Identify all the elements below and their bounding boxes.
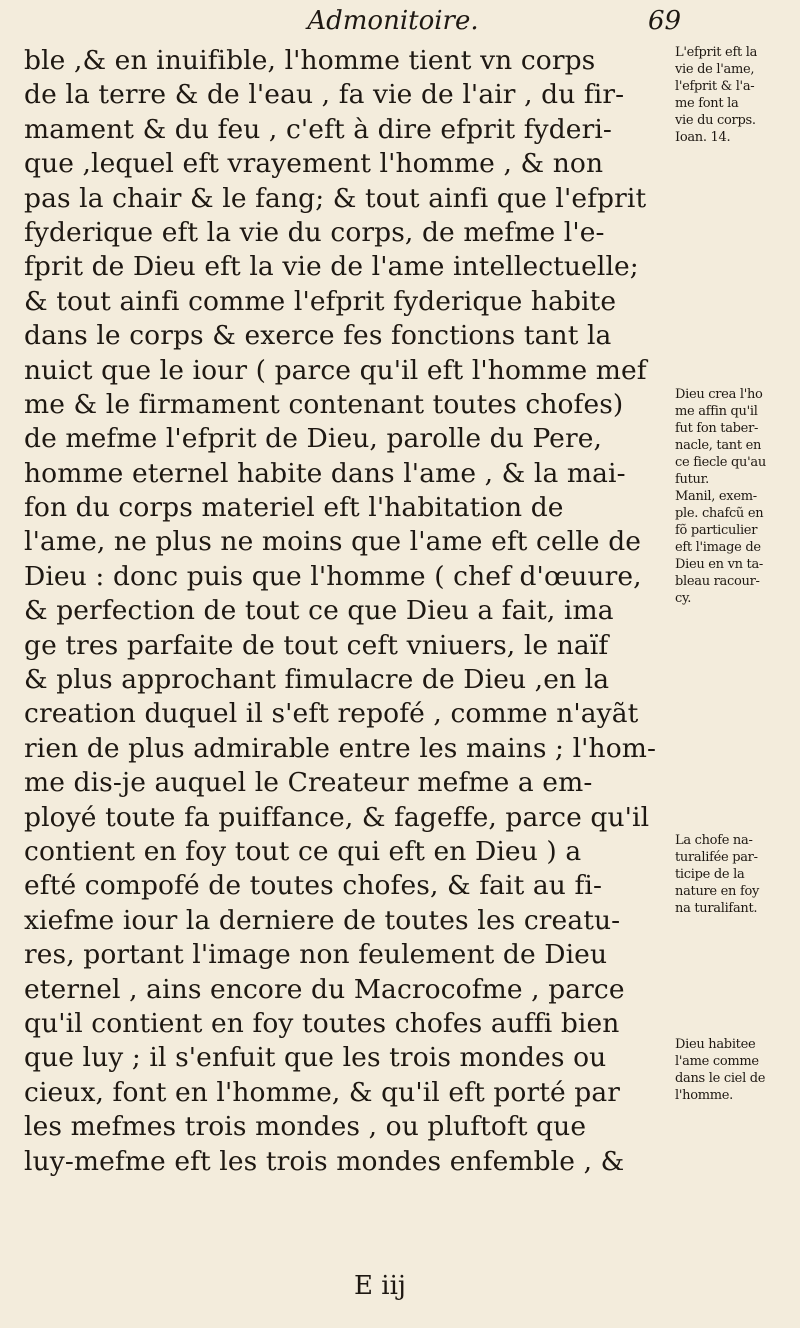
margin-note-line: bleau racour- xyxy=(675,574,760,589)
text-line: pas la chair & le fang; & tout ainfi que l'efprit xyxy=(24,182,647,214)
margin-note-line: fut fon taber- xyxy=(675,421,759,436)
text-line: que luy ; il s'enfuit que les trois mondes ou xyxy=(24,1042,607,1074)
margin-note-line: cy. xyxy=(675,591,692,606)
text-line: Dieu : donc puis que l'homme ( chef d'œuure, xyxy=(24,560,642,592)
margin-note-line: me affin qu'il xyxy=(675,404,758,419)
margin-note-line: nacle, tant en xyxy=(675,438,762,453)
text-line: ge tres parfaite de tout ceft vniuers, le naïf xyxy=(24,629,609,661)
margin-note-line: nature en foy xyxy=(675,884,760,899)
main-text xyxy=(24,44,670,1179)
signature-mark: E iij xyxy=(354,1271,406,1301)
margin-note-line: l'ame comme xyxy=(675,1054,759,1069)
margin-note-line: Dieu crea l'ho xyxy=(675,387,763,402)
text-line: qu'il contient en foy toutes chofes auffi bien xyxy=(24,1007,620,1039)
margin-note-line: ce fiecle qu'au xyxy=(675,455,766,470)
text-line: fprit de Dieu eft la vie de l'ame intellectuelle; xyxy=(24,251,639,283)
text-line: fon du corps materiel eft l'habitation de xyxy=(24,492,564,524)
margin-note-line: l'efprit & l'a- xyxy=(675,79,755,94)
text-line: luy-mefme eft les trois mondes enfemble , & xyxy=(24,1145,625,1177)
text-line: mament & du feu , c'eft à dire efprit fyderi- xyxy=(24,113,612,145)
text-line: res, portant l'image non feulement de Dieu xyxy=(24,939,608,971)
margin-note-line: futur. xyxy=(675,472,709,487)
text-line: nuict que le iour ( parce qu'il eft l'homme mef xyxy=(24,354,647,386)
text-line: ployé toute fa puiffance, & fageffe, parce qu'il xyxy=(24,801,650,833)
margin-note-line: eft l'image de xyxy=(675,540,761,555)
text-line: creation duquel il s'eft repofé , comme n'ayãt xyxy=(24,698,639,730)
text-line: cieux, font en l'homme, & qu'il eft porté par xyxy=(24,1076,621,1108)
text-line: fyderique eft la vie du corps, de mefme l'e- xyxy=(24,216,605,248)
margin-note-line: ple. chafcũ en xyxy=(675,506,764,521)
running-title: Admonitoire. xyxy=(307,6,479,36)
margin-note-line: l'homme. xyxy=(675,1088,734,1103)
margin-note-line: dans le ciel de xyxy=(675,1071,766,1086)
text-line: de mefme l'efprit de Dieu, parolle du Pere, xyxy=(24,423,603,455)
text-line: & plus approchant fimulacre de Dieu ,en la xyxy=(24,664,610,696)
margin-note-line: na turalifant. xyxy=(675,901,758,916)
margin-note-line: me font la xyxy=(675,96,739,111)
text-line: & tout ainfi comme l'efprit fyderique habite xyxy=(24,285,617,317)
text-line: dans le corps & exerce fes fonctions tant la xyxy=(24,320,612,352)
text-line: homme eternel habite dans l'ame , & la mai- xyxy=(24,457,626,489)
margin-note-line: vie de l'ame, xyxy=(675,62,755,77)
text-line: eternel , ains encore du Macrocofme , parce xyxy=(24,973,625,1005)
margin-note-line: La chofe na- xyxy=(675,833,753,848)
margin-note-line: turalifée par- xyxy=(675,850,758,865)
margin-note xyxy=(675,386,800,607)
text-line: rien de plus admirable entre les mains ; l'hom- xyxy=(24,732,657,764)
margin-note-line: Dieu habitee xyxy=(675,1037,756,1052)
text-line: contient en foy tout ce qui eft en Dieu ) a xyxy=(24,835,582,867)
margin-note-line: Ioan. 14. xyxy=(675,130,731,145)
margin-note-line: vie du corps. xyxy=(675,113,756,128)
margin-note xyxy=(675,44,800,146)
text-line: me dis-je auquel le Createur mefme a em- xyxy=(24,767,593,799)
margin-note xyxy=(675,1036,800,1104)
margin-note xyxy=(675,832,800,917)
text-line: ble ,& en inuifible, l'homme tient vn corps xyxy=(24,45,596,76)
text-line: de la terre & de l'eau , fa vie de l'air , du fir- xyxy=(24,79,625,111)
margin-note-line: Manil, exem- xyxy=(675,489,757,504)
text-line: efté compofé de toutes chofes, & fait au fi- xyxy=(24,870,602,902)
margin-note-line: Dieu en vn ta- xyxy=(675,557,763,572)
text-line: me & le firmament contenant toutes chofes) xyxy=(24,388,624,420)
text-line: & perfection de tout ce que Dieu a fait, ima xyxy=(24,595,614,627)
margin-note-line: fõ particulier xyxy=(675,523,758,538)
margin-note-line: L'efprit eft la xyxy=(675,45,758,60)
text-line: les mefmes trois mondes , ou pluftoft que xyxy=(24,1111,587,1143)
text-line: xiefme iour la derniere de toutes les creatu- xyxy=(24,904,621,936)
page-number: 69 xyxy=(648,6,682,36)
text-line: l'ame, ne plus ne moins que l'ame eft celle de xyxy=(24,526,642,558)
text-line: que ,lequel eft vrayement l'homme , & non xyxy=(24,148,604,180)
margin-note-line: ticipe de la xyxy=(675,867,745,882)
